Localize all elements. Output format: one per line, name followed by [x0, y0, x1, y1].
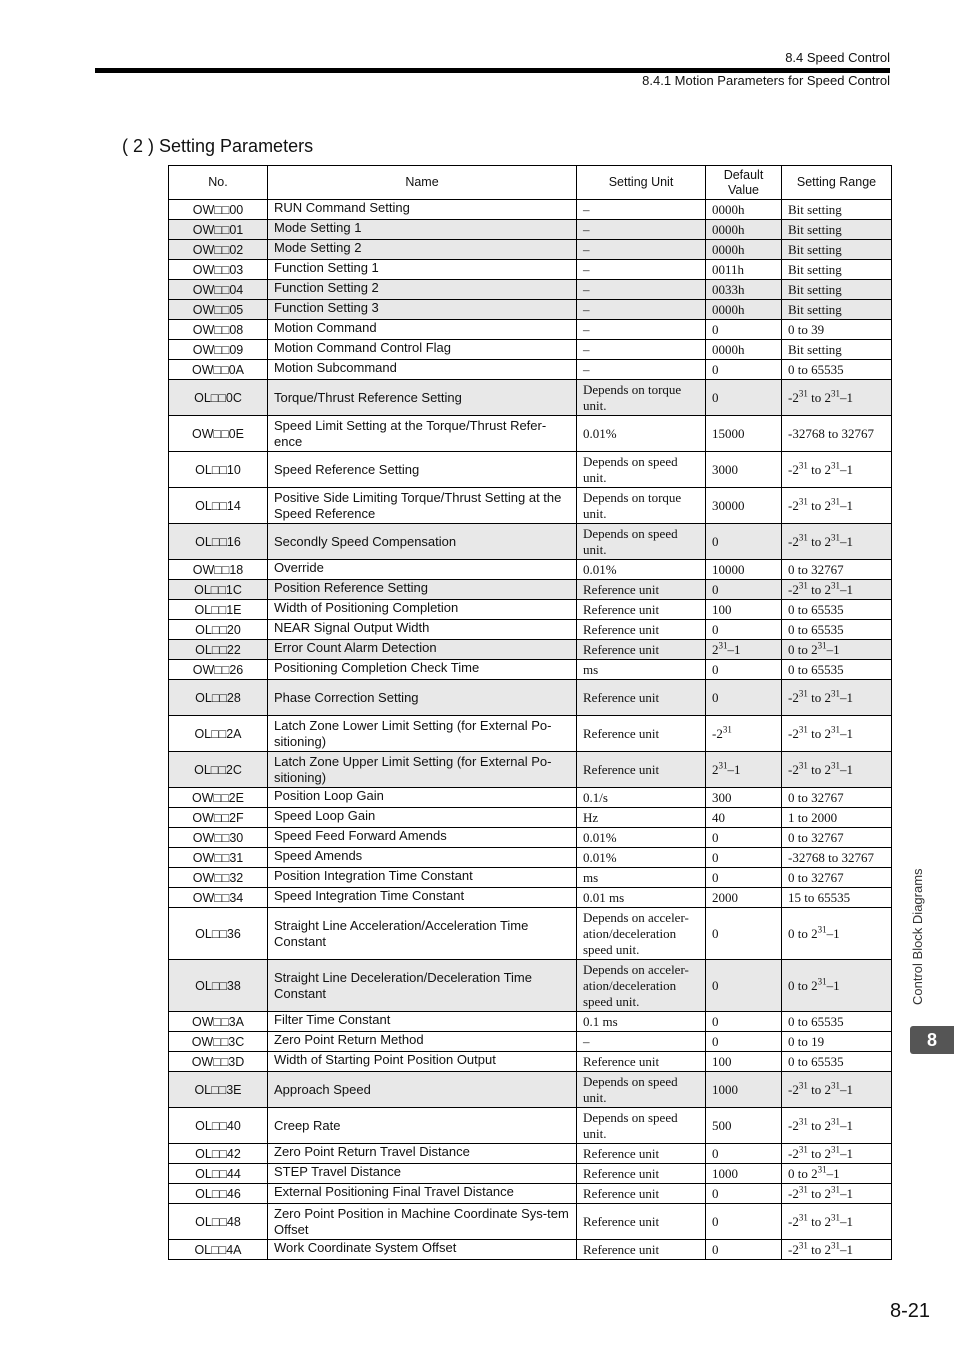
- cell-no: OW□□02: [169, 240, 268, 260]
- cell-name: Positive Side Limiting Torque/Thrust Setting at the Speed Reference: [268, 488, 577, 524]
- cell-default-value: 0033h: [706, 280, 782, 300]
- cell-setting-unit: Reference unit: [577, 1204, 706, 1240]
- cell-setting-range: Bit setting: [782, 220, 892, 240]
- table-row: [169, 240, 892, 260]
- table-row: [169, 220, 892, 240]
- cell-default-value: 100: [706, 600, 782, 620]
- table-row: [169, 680, 892, 716]
- cell-setting-unit: ms: [577, 868, 706, 888]
- cell-no: OL□□2A: [169, 716, 268, 752]
- cell-setting-range: -32768 to 32767: [782, 416, 892, 452]
- chapter-tab: 8: [910, 1026, 954, 1054]
- cell-setting-unit: Reference unit: [577, 1240, 706, 1260]
- cell-no: OW□□3D: [169, 1052, 268, 1072]
- cell-default-value: 0: [706, 908, 782, 960]
- cell-default-value: $2^{31}-1$: [706, 640, 782, 660]
- cell-setting-unit: Reference unit: [577, 1052, 706, 1072]
- cell-setting-range: $-2^{31}$ to $2^{31}-1$: [782, 452, 892, 488]
- cell-name: Mode Setting 2: [268, 240, 577, 260]
- cell-name: Latch Zone Lower Limit Setting (for External Po-sitioning): [268, 716, 577, 752]
- cell-setting-range: 0 to $2^{31}-1$: [782, 908, 892, 960]
- cell-name: Speed Reference Setting: [268, 452, 577, 488]
- cell-setting-unit: –: [577, 220, 706, 240]
- table-row: [169, 1164, 892, 1184]
- cell-name: Speed Loop Gain: [268, 808, 577, 828]
- cell-name: Width of Positioning Completion: [268, 600, 577, 620]
- table-row: [169, 340, 892, 360]
- cell-no: OW□□26: [169, 660, 268, 680]
- cell-no: OL□□3E: [169, 1072, 268, 1108]
- table-row: [169, 1204, 892, 1240]
- cell-setting-unit: –: [577, 200, 706, 220]
- cell-no: OL□□1E: [169, 600, 268, 620]
- cell-default-value: 0: [706, 680, 782, 716]
- cell-no: OW□□03: [169, 260, 268, 280]
- table-row: [169, 1240, 892, 1260]
- table-row: [169, 1012, 892, 1032]
- table-row: [169, 560, 892, 580]
- cell-default-value: 15000: [706, 416, 782, 452]
- header-section: 8.4 Speed Control: [785, 50, 890, 65]
- table-row: [169, 452, 892, 488]
- cell-setting-unit: Depends on speed unit.: [577, 524, 706, 560]
- cell-no: OL□□42: [169, 1144, 268, 1164]
- cell-default-value: 0: [706, 1204, 782, 1240]
- cell-no: OL□□28: [169, 680, 268, 716]
- cell-setting-range: Bit setting: [782, 340, 892, 360]
- cell-no: OL□□38: [169, 960, 268, 1012]
- cell-setting-unit: –: [577, 340, 706, 360]
- cell-setting-range: 0 to 65535: [782, 660, 892, 680]
- table-row: [169, 580, 892, 600]
- cell-name: Torque/Thrust Reference Setting: [268, 380, 577, 416]
- cell-no: OL□□46: [169, 1184, 268, 1204]
- cell-setting-unit: 0.1 ms: [577, 1012, 706, 1032]
- cell-name: Speed Amends: [268, 848, 577, 868]
- cell-setting-unit: –: [577, 280, 706, 300]
- cell-setting-range: 0 to 19: [782, 1032, 892, 1052]
- cell-no: OW□□09: [169, 340, 268, 360]
- table-row: [169, 808, 892, 828]
- header-subsection: 8.4.1 Motion Parameters for Speed Control: [642, 73, 890, 88]
- cell-default-value: 1000: [706, 1072, 782, 1108]
- cell-setting-unit: Reference unit: [577, 752, 706, 788]
- cell-name: Error Count Alarm Detection: [268, 640, 577, 660]
- cell-setting-range: 0 to 65535: [782, 620, 892, 640]
- cell-no: OW□□30: [169, 828, 268, 848]
- cell-no: OL□□20: [169, 620, 268, 640]
- cell-no: OW□□04: [169, 280, 268, 300]
- section-title: ( 2 ) Setting Parameters: [122, 136, 314, 156]
- cell-default-value: $2^{31}-1$: [706, 752, 782, 788]
- cell-setting-range: 0 to 32767: [782, 560, 892, 580]
- cell-setting-unit: 0.01%: [577, 848, 706, 868]
- cell-no: OW□□2F: [169, 808, 268, 828]
- cell-setting-unit: –: [577, 240, 706, 260]
- header-name: Name: [268, 166, 577, 200]
- table-row: [169, 908, 892, 960]
- parameters-table: [168, 165, 892, 1260]
- cell-default-value: 0: [706, 360, 782, 380]
- cell-setting-unit: –: [577, 360, 706, 380]
- cell-default-value: 0: [706, 580, 782, 600]
- cell-name: Straight Line Deceleration/Deceleration Time Constant: [268, 960, 577, 1012]
- cell-default-value: 0: [706, 1240, 782, 1260]
- table-row: [169, 660, 892, 680]
- cell-name: Function Setting 1: [268, 260, 577, 280]
- cell-no: OL□□4A: [169, 1240, 268, 1260]
- cell-name: Speed Feed Forward Amends: [268, 828, 577, 848]
- cell-no: OL□□2C: [169, 752, 268, 788]
- table-row: [169, 300, 892, 320]
- table-row: [169, 1184, 892, 1204]
- cell-default-value: 0000h: [706, 300, 782, 320]
- cell-name: NEAR Signal Output Width: [268, 620, 577, 640]
- table-row: [169, 640, 892, 660]
- table-row: [169, 1052, 892, 1072]
- cell-no: OW□□0E: [169, 416, 268, 452]
- cell-name: Motion Command: [268, 320, 577, 340]
- cell-default-value: 0000h: [706, 200, 782, 220]
- cell-setting-unit: Reference unit: [577, 716, 706, 752]
- cell-no: OL□□1C: [169, 580, 268, 600]
- cell-default-value: 3000: [706, 452, 782, 488]
- table-row: [169, 600, 892, 620]
- cell-no: OW□□2E: [169, 788, 268, 808]
- cell-name: Override: [268, 560, 577, 580]
- cell-no: OW□□31: [169, 848, 268, 868]
- cell-setting-unit: ms: [577, 660, 706, 680]
- cell-default-value: 0: [706, 660, 782, 680]
- table-row: [169, 960, 892, 1012]
- table-row: [169, 380, 892, 416]
- cell-name: Function Setting 2: [268, 280, 577, 300]
- cell-name: External Positioning Final Travel Distance: [268, 1184, 577, 1204]
- table-row: [169, 752, 892, 788]
- cell-setting-unit: Reference unit: [577, 580, 706, 600]
- cell-default-value: 10000: [706, 560, 782, 580]
- cell-setting-range: 0 to $2^{31}-1$: [782, 1164, 892, 1184]
- cell-setting-range: 0 to 65535: [782, 1012, 892, 1032]
- cell-setting-unit: Depends on speed unit.: [577, 452, 706, 488]
- cell-default-value: 0: [706, 828, 782, 848]
- side-tab-label: Control Block Diagrams: [910, 868, 925, 1005]
- cell-default-value: 500: [706, 1108, 782, 1144]
- cell-setting-unit: 0.01%: [577, 416, 706, 452]
- cell-no: OW□□3A: [169, 1012, 268, 1032]
- cell-setting-range: $-2^{31}$ to $2^{31}-1$: [782, 716, 892, 752]
- cell-name: Phase Correction Setting: [268, 680, 577, 716]
- cell-default-value: 30000: [706, 488, 782, 524]
- table-row: [169, 488, 892, 524]
- cell-setting-unit: Depends on speed unit.: [577, 1108, 706, 1144]
- cell-name: Function Setting 3: [268, 300, 577, 320]
- cell-setting-unit: Reference unit: [577, 1184, 706, 1204]
- cell-setting-range: $-2^{31}$ to $2^{31}-1$: [782, 1184, 892, 1204]
- table-row: [169, 200, 892, 220]
- cell-setting-unit: –: [577, 260, 706, 280]
- table-row: [169, 788, 892, 808]
- cell-name: Mode Setting 1: [268, 220, 577, 240]
- cell-default-value: 0: [706, 848, 782, 868]
- cell-name: Motion Command Control Flag: [268, 340, 577, 360]
- cell-name: Latch Zone Upper Limit Setting (for External Po-sitioning): [268, 752, 577, 788]
- cell-name: Speed Integration Time Constant: [268, 888, 577, 908]
- table-row: [169, 716, 892, 752]
- table-row: [169, 524, 892, 560]
- cell-name: Creep Rate: [268, 1108, 577, 1144]
- cell-name: Zero Point Return Travel Distance: [268, 1144, 577, 1164]
- cell-setting-range: $-2^{31}$ to $2^{31}-1$: [782, 580, 892, 600]
- cell-no: OL□□22: [169, 640, 268, 660]
- cell-name: Filter Time Constant: [268, 1012, 577, 1032]
- table-row: [169, 260, 892, 280]
- cell-default-value: 0011h: [706, 260, 782, 280]
- cell-default-value: 0: [706, 1012, 782, 1032]
- cell-name: Approach Speed: [268, 1072, 577, 1108]
- header-default-value: Default Value: [706, 166, 782, 200]
- table-row: [169, 620, 892, 640]
- cell-setting-range: Bit setting: [782, 200, 892, 220]
- cell-default-value: 0: [706, 1184, 782, 1204]
- cell-setting-unit: Depends on acceler-ation/deceleration speed unit.: [577, 908, 706, 960]
- cell-no: OL□□40: [169, 1108, 268, 1144]
- cell-default-value: 100: [706, 1052, 782, 1072]
- cell-setting-range: 0 to 39: [782, 320, 892, 340]
- cell-name: Position Reference Setting: [268, 580, 577, 600]
- cell-setting-unit: Depends on speed unit.: [577, 1072, 706, 1108]
- cell-setting-unit: –: [577, 320, 706, 340]
- table-row: [169, 828, 892, 848]
- table-row: [169, 888, 892, 908]
- cell-setting-range: 1 to 2000: [782, 808, 892, 828]
- cell-default-value: 0000h: [706, 220, 782, 240]
- cell-setting-unit: Reference unit: [577, 640, 706, 660]
- cell-setting-range: -32768 to 32767: [782, 848, 892, 868]
- cell-setting-unit: Reference unit: [577, 680, 706, 716]
- table-row: [169, 1108, 892, 1144]
- cell-setting-unit: Reference unit: [577, 600, 706, 620]
- cell-setting-range: 0 to 32767: [782, 868, 892, 888]
- cell-setting-unit: –: [577, 1032, 706, 1052]
- cell-setting-range: $-2^{31}$ to $2^{31}-1$: [782, 1072, 892, 1108]
- cell-setting-range: Bit setting: [782, 300, 892, 320]
- cell-default-value: 0: [706, 960, 782, 1012]
- cell-setting-range: $-2^{31}$ to $2^{31}-1$: [782, 1144, 892, 1164]
- cell-no: OW□□34: [169, 888, 268, 908]
- cell-name: Zero Point Return Method: [268, 1032, 577, 1052]
- cell-setting-range: 0 to 65535: [782, 600, 892, 620]
- cell-name: Work Coordinate System Offset: [268, 1240, 577, 1260]
- cell-default-value: 0: [706, 1144, 782, 1164]
- cell-default-value: 2000: [706, 888, 782, 908]
- table-row: [169, 280, 892, 300]
- cell-no: OW□□18: [169, 560, 268, 580]
- cell-no: OW□□08: [169, 320, 268, 340]
- cell-no: OW□□00: [169, 200, 268, 220]
- cell-no: OW□□3C: [169, 1032, 268, 1052]
- cell-default-value: 0: [706, 1032, 782, 1052]
- cell-setting-range: Bit setting: [782, 280, 892, 300]
- cell-setting-unit: 0.01%: [577, 828, 706, 848]
- cell-default-value: 0: [706, 620, 782, 640]
- cell-setting-range: 0 to 65535: [782, 360, 892, 380]
- cell-setting-range: 0 to 32767: [782, 788, 892, 808]
- cell-no: OL□□10: [169, 452, 268, 488]
- cell-default-value: $-2^{31}$: [706, 716, 782, 752]
- cell-name: Width of Starting Point Position Output: [268, 1052, 577, 1072]
- table-header-row: [169, 166, 892, 200]
- header-setting-range: Setting Range: [782, 166, 892, 200]
- cell-setting-range: $-2^{31}$ to $2^{31}-1$: [782, 680, 892, 716]
- table-row: [169, 1072, 892, 1108]
- cell-default-value: 0: [706, 380, 782, 416]
- table-row: [169, 416, 892, 452]
- cell-setting-unit: Reference unit: [577, 620, 706, 640]
- cell-no: OW□□05: [169, 300, 268, 320]
- cell-setting-range: $-2^{31}$ to $2^{31}-1$: [782, 1240, 892, 1260]
- cell-setting-range: 0 to $2^{31}-1$: [782, 960, 892, 1012]
- cell-name: Speed Limit Setting at the Torque/Thrust Refer-ence: [268, 416, 577, 452]
- cell-setting-range: 15 to 65535: [782, 888, 892, 908]
- page-number: 8-21: [889, 1300, 930, 1322]
- table-row: [169, 360, 892, 380]
- cell-no: OL□□48: [169, 1204, 268, 1240]
- cell-name: Positioning Completion Check Time: [268, 660, 577, 680]
- cell-no: OW□□0A: [169, 360, 268, 380]
- cell-name: Motion Subcommand: [268, 360, 577, 380]
- cell-no: OL□□0C: [169, 380, 268, 416]
- cell-setting-unit: –: [577, 300, 706, 320]
- table-row: [169, 848, 892, 868]
- cell-setting-range: Bit setting: [782, 260, 892, 280]
- table-row: [169, 868, 892, 888]
- cell-setting-range: $-2^{31}$ to $2^{31}-1$: [782, 752, 892, 788]
- cell-default-value: 300: [706, 788, 782, 808]
- cell-setting-unit: Hz: [577, 808, 706, 828]
- cell-setting-unit: 0.01 ms: [577, 888, 706, 908]
- header-setting-unit: Setting Unit: [577, 166, 706, 200]
- table-row: [169, 1032, 892, 1052]
- cell-name: RUN Command Setting: [268, 200, 577, 220]
- cell-setting-range: $-2^{31}$ to $2^{31}-1$: [782, 1108, 892, 1144]
- cell-setting-range: $-2^{31}$ to $2^{31}-1$: [782, 524, 892, 560]
- cell-name: Position Integration Time Constant: [268, 868, 577, 888]
- cell-no: OL□□36: [169, 908, 268, 960]
- cell-default-value: 40: [706, 808, 782, 828]
- cell-no: OW□□01: [169, 220, 268, 240]
- cell-setting-unit: Depends on torque unit.: [577, 380, 706, 416]
- cell-default-value: 0: [706, 868, 782, 888]
- cell-default-value: 1000: [706, 1164, 782, 1184]
- cell-name: Secondly Speed Compensation: [268, 524, 577, 560]
- cell-name: STEP Travel Distance: [268, 1164, 577, 1184]
- cell-no: OL□□16: [169, 524, 268, 560]
- cell-no: OL□□44: [169, 1164, 268, 1184]
- table-body: [169, 200, 892, 1260]
- cell-default-value: 0000h: [706, 240, 782, 260]
- cell-default-value: 0: [706, 524, 782, 560]
- cell-setting-range: $-2^{31}$ to $2^{31}-1$: [782, 380, 892, 416]
- cell-no: OL□□14: [169, 488, 268, 524]
- cell-setting-unit: Reference unit: [577, 1144, 706, 1164]
- cell-name: Position Loop Gain: [268, 788, 577, 808]
- cell-setting-range: 0 to 65535: [782, 1052, 892, 1072]
- cell-setting-unit: 0.1/s: [577, 788, 706, 808]
- cell-no: OW□□32: [169, 868, 268, 888]
- cell-setting-unit: Depends on torque unit.: [577, 488, 706, 524]
- cell-setting-unit: 0.01%: [577, 560, 706, 580]
- table-row: [169, 1144, 892, 1164]
- header-no: No.: [169, 166, 268, 200]
- table-row: [169, 320, 892, 340]
- cell-setting-range: $-2^{31}$ to $2^{31}-1$: [782, 488, 892, 524]
- cell-setting-range: $-2^{31}$ to $2^{31}-1$: [782, 1204, 892, 1240]
- cell-setting-unit: Depends on acceler-ation/deceleration speed unit.: [577, 960, 706, 1012]
- cell-name: Zero Point Position in Machine Coordinate Sys-tem Offset: [268, 1204, 577, 1240]
- cell-setting-range: Bit setting: [782, 240, 892, 260]
- cell-setting-range: 0 to 32767: [782, 828, 892, 848]
- cell-setting-unit: Reference unit: [577, 1164, 706, 1184]
- cell-name: Straight Line Acceleration/Acceleration Time Constant: [268, 908, 577, 960]
- cell-setting-range: 0 to $2^{31}-1$: [782, 640, 892, 660]
- cell-default-value: 0: [706, 320, 782, 340]
- cell-default-value: 0000h: [706, 340, 782, 360]
